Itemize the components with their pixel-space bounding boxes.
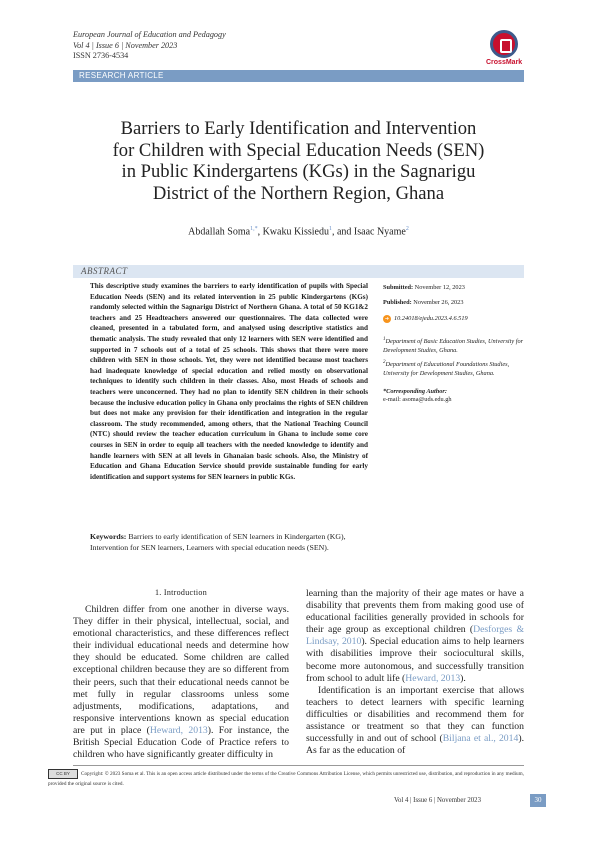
citation-link[interactable]: Biljana et al., 2014 bbox=[442, 733, 519, 745]
page-number: 30 bbox=[530, 794, 546, 807]
body-text: learning than the majority of their age mates or have a disability that prevents them from making good use of educational facilities generally provided in schools for their age group as exceptional children ( bbox=[306, 588, 524, 636]
body-text: ). For instance, the British Special Education Code of Practice refers to children who have significantly greater difficulty in bbox=[73, 724, 289, 761]
section-heading-introduction: 1. Introduction bbox=[154, 588, 208, 597]
footer-divider bbox=[73, 765, 524, 766]
title-line: in Public Kindergartens (KGs) in the Sagnarigu bbox=[121, 161, 476, 182]
published-label: Published: bbox=[383, 299, 412, 307]
affiliation-text: Department of Basic Education Studies, University for Development Studies, Ghana. bbox=[383, 338, 524, 354]
abstract-body: This descriptive study examines the barriers to early identification of pupils with Special Education Needs (SEN) and its related intervention in 25 public Kindergartens (KGs) randomly selected within the Sagnarigu District of Northern Ghana. A total of 50 KG1&2 teachers and 25 Headteachers answered our questionnaires. The data collected were cleaned, presented in a tabulated form, and analysed using descriptive statistics and thematic analysis. The study revealed that only 12 learners with SEN were identified and supported in 7 schools out of a total of 25 schools. This shows that there were more children with SEN in those schools. Yet, they were not identified because most teachers had inadequate knowledge of special education and relied mostly on observational techniques to identify such children in their classes. Also, most Heads of schools and teachers were unconcerned. They had no plan to identify SEN children in their schools because the inclusive education policy in Ghana only proclaims the rights of SEN children but does not make any provision for their identification and integration in the regular classroom. The study recommended, among others, that the National Teaching Council (NTC) should review the teacher education curriculum in Ghana to include some core courses in SEN in order to equip all teachers with the needed knowledge to identify and handle learners with SEN at all levels in Ghanaian basic schools. Also, the Ministry of Education and Ghana Education Service should provide sustainable funding for early identification and support systems for SEN learners in public KGs. bbox=[90, 282, 368, 481]
author-separator: , and bbox=[331, 226, 354, 238]
citation-link[interactable]: Desforges & Lindsay, 2010 bbox=[306, 624, 524, 648]
keywords-text: Barriers to early identification of SEN learners in Kindergarten (KG), Intervention for SEN learners, Learners with special education needs (SEN). bbox=[90, 532, 346, 552]
abstract-heading: ABSTRACT bbox=[81, 266, 128, 276]
citation-link[interactable]: Heward, 2013 bbox=[149, 724, 208, 736]
article-type-bar bbox=[73, 70, 524, 82]
corresponding-email[interactable]: e-mail: asoma@uds.edu.gh bbox=[383, 396, 452, 404]
author-affiliation-mark: 1,* bbox=[250, 226, 258, 232]
affiliation-mark: 2 bbox=[383, 360, 386, 366]
author-name: Kwaku Kissiedu bbox=[262, 226, 329, 238]
journal-name: European Journal of Education and Pedagogy bbox=[73, 30, 226, 39]
title-line: for Children with Special Education Needs (SEN) bbox=[112, 139, 485, 161]
license-text: Copyright: © 2023 Soma et al. This is an open access article distributed under the terms of the Creative Commons Attribution License, which permits unrestricted use, distribution, and reproduction in any medium, provided the original source is cited. bbox=[48, 771, 524, 787]
submitted-date bbox=[383, 284, 524, 292]
author-affiliation-mark: 1 bbox=[328, 226, 332, 232]
author-name: Isaac Nyame bbox=[353, 226, 406, 238]
body-text: Identification is an important exercise that allows teachers to detect learners with specific learning difficulties or disabilities and recommend them for assistance or treatment so that they can function successfully in and out of school ( bbox=[306, 684, 524, 745]
affiliation-mark: 1 bbox=[383, 337, 386, 343]
author-name: Abdallah Soma bbox=[188, 226, 251, 238]
title-line: Barriers to Early Identification and Intervention bbox=[120, 118, 477, 139]
license-notice bbox=[48, 769, 526, 789]
keywords-label: Keywords: bbox=[90, 532, 127, 541]
keywords bbox=[90, 532, 368, 553]
affiliation-1 bbox=[383, 336, 524, 355]
title-line: District of the Northern Region, Ghana bbox=[152, 182, 445, 204]
affiliation-text: Department of Educational Foundations Studies, University for Development Studies, Ghana. bbox=[383, 361, 510, 377]
author-affiliation-mark: 2 bbox=[405, 226, 409, 232]
footer-issue: Vol 4 | Issue 6 | November 2023 bbox=[394, 797, 481, 804]
body-text: ). Special education aims to help learners with disabilities improve their sociocultural skills, become more autonomous, and successfully transition from school to adult life ( bbox=[306, 636, 524, 684]
published-date bbox=[383, 299, 524, 307]
article-metadata bbox=[383, 284, 524, 405]
body-column-right bbox=[306, 588, 524, 757]
journal-header bbox=[73, 30, 226, 62]
citation-link[interactable]: Heward, 2013 bbox=[405, 672, 461, 684]
crossmark-label: CrossMark bbox=[486, 59, 523, 66]
body-column-left bbox=[73, 604, 289, 761]
doi-icon: ➜ bbox=[384, 316, 390, 323]
article-title bbox=[73, 118, 524, 204]
affiliation-2 bbox=[383, 359, 524, 378]
journal-issue: Vol 4 | Issue 6 | November 2023 bbox=[73, 40, 178, 50]
author-separator: , bbox=[257, 226, 263, 238]
abstract-heading-bar bbox=[73, 265, 524, 278]
crossmark-badge[interactable] bbox=[486, 30, 522, 70]
cc-license-icon[interactable]: CC BY bbox=[48, 769, 78, 779]
paragraph bbox=[306, 685, 524, 758]
published-value: November 26, 2023 bbox=[413, 299, 464, 307]
doi-value: 10.24018/ejedu.2023.4.6.519 bbox=[394, 314, 468, 322]
author-list bbox=[73, 226, 524, 237]
body-text: Children differ from one another in diverse ways. They differ in their physical, intellectual, social, and emotional characteristics, and these differences reflect their individual educational needs and determine how they should be educated. Some children are called exceptional children because they are so different from their peers, such that their educational needs cannot be met fully in regular classrooms unless some adjustments, modifications, adaptations, and responsive interventions known as special education are put in place ( bbox=[73, 604, 289, 736]
article-type-label: RESEARCH ARTICLE bbox=[79, 71, 164, 80]
journal-issn: ISSN 2736-4534 bbox=[73, 51, 129, 60]
submitted-label: Submitted: bbox=[383, 284, 414, 291]
crossmark-icon bbox=[490, 30, 518, 58]
paragraph bbox=[306, 588, 524, 685]
doi-link[interactable] bbox=[383, 315, 524, 323]
submitted-value: November 12, 2023 bbox=[414, 284, 465, 291]
body-text: ). As far as the education of bbox=[306, 733, 524, 757]
corresponding-author-label: *Corresponding Author: bbox=[383, 388, 447, 396]
body-text: ). bbox=[460, 672, 466, 684]
